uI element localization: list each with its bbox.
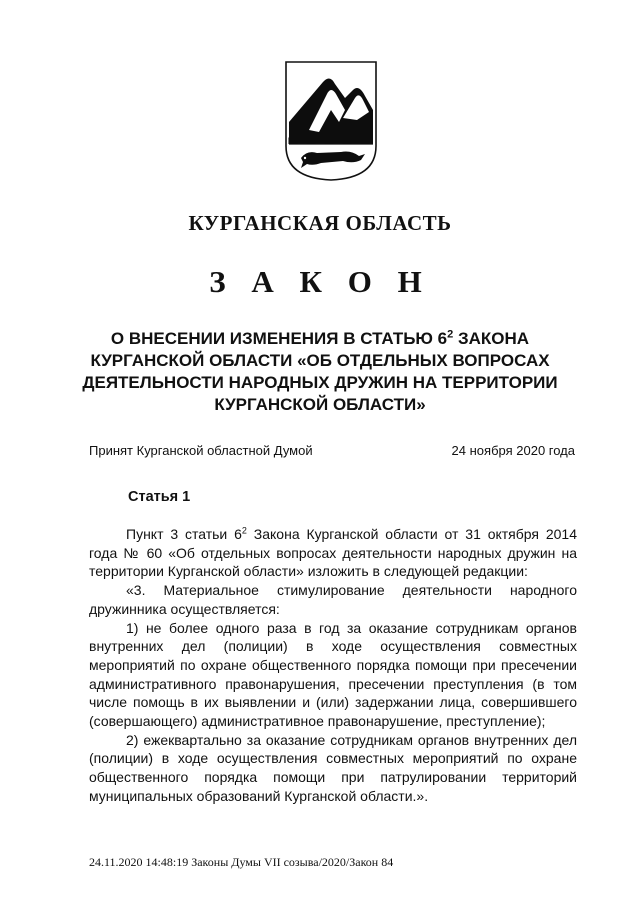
law-heading: З А К О Н bbox=[209, 264, 431, 299]
kurgan-coat-of-arms-icon bbox=[283, 60, 379, 182]
law-title-part1: О ВНЕСЕНИИ ИЗМЕНЕНИЯ В СТАТЬЮ 6 bbox=[110, 329, 448, 348]
paragraph-1-part2: Закона Курганской области от 31 октября 2014 года № 60 «Об отдельных вопросах деятельности народных дружин на территории Курганской области» изложить в следующей редакции: bbox=[89, 526, 577, 580]
paragraph: 2) ежеквартально за оказание сотрудникам органов внутренних дел (полиции) в ходе осуществления совместных мероприятий по охране общественного порядка помощи при патрулировании территорий муниципальных образований Курганской области.». bbox=[89, 731, 577, 804]
footer-stamp: 24.11.2020 14:48:19 Законы Думы VII созыва/2020/Закон 84 bbox=[89, 855, 394, 869]
adopted-date: 24 ноября 2020 года bbox=[451, 443, 575, 458]
paragraph-1-part1: Пункт 3 статьи 6 bbox=[126, 526, 242, 542]
paragraph bbox=[89, 525, 577, 581]
paragraph: «3. Материальное стимулирование деятельности народного дружинника осуществляется: bbox=[89, 582, 577, 617]
region-heading: КУРГАНСКАЯ ОБЛАСТЬ bbox=[188, 211, 452, 235]
paragraph: 1) не более одного раза в год за оказание сотрудникам органов внутренних дел (полиции) в ходе осуществления совместных мероприятий по охране общественного порядка помощи при пресечении административного правонарушения, пресечении преступления (в том числе помощь в их выявлении и (или) задержании лица, совершившего (совершающего) административное правонарушение, преступление); bbox=[89, 619, 577, 730]
adopted-by: Принят Курганской областной Думой bbox=[89, 443, 313, 458]
article-heading: Статья 1 bbox=[128, 489, 191, 505]
law-title-superscript: 2 bbox=[447, 328, 454, 341]
law-title-part2: ЗАКОНА КУРГАНСКОЙ ОБЛАСТИ «ОБ ОТДЕЛЬНЫХ ВОПРОСАХ ДЕЯТЕЛЬНОСТИ НАРОДНЫХ ДРУЖИН НА ТЕРРИТОРИИ КУРГАНСКОЙ ОБЛАСТИ» bbox=[82, 329, 558, 414]
article-body bbox=[89, 525, 577, 806]
law-title bbox=[60, 328, 580, 416]
paragraph-1-superscript: 2 bbox=[241, 525, 247, 536]
